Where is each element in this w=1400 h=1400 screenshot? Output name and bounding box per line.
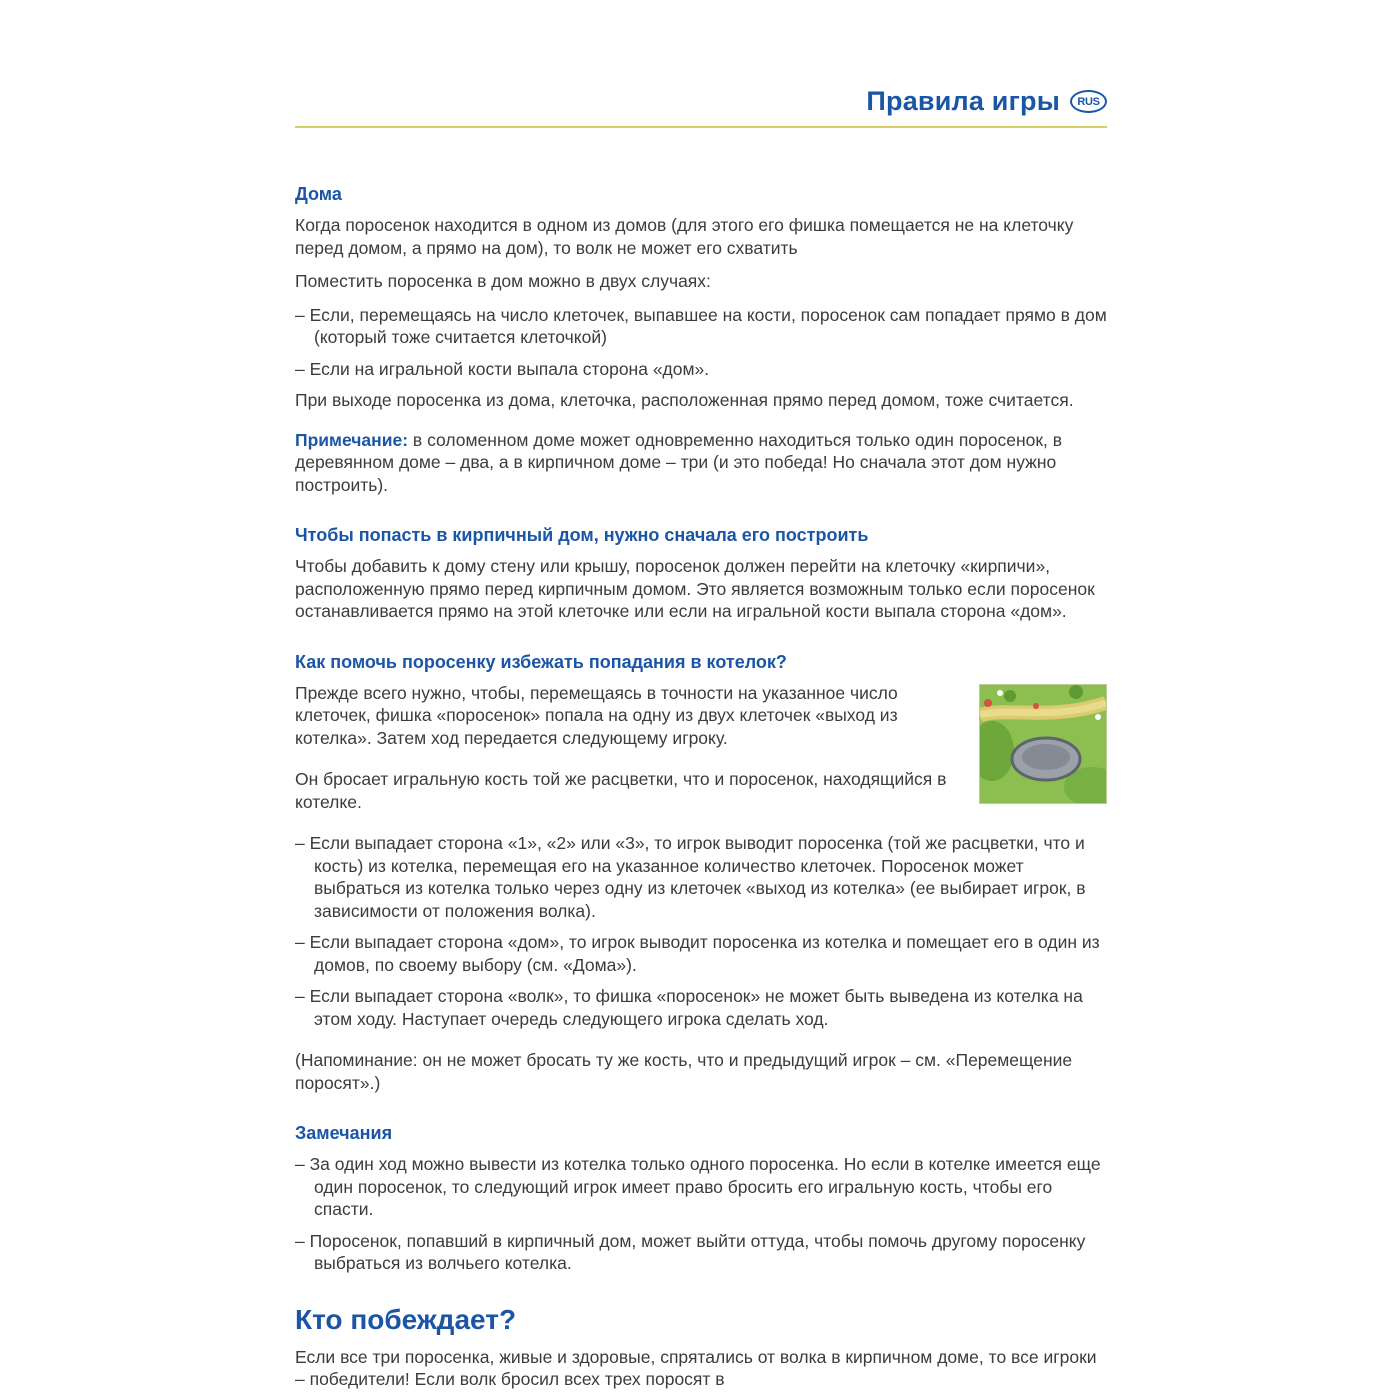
section-homes <box>295 184 1107 496</box>
paragraph: Чтобы добавить к дому стену или крышу, поросенок должен перейти на клеточку «кирпичи», расположенную прямо перед кирпичным домом. Это является возможным только если поросенок останавливается прямо на этой клеточке или если на игральной кости выпала сторона «дом». <box>295 556 1095 621</box>
bullet-item: – Если выпадает сторона «волк», то фишка «поросенок» не может быть выведена из котелка на этом ходу. Наступает очередь следующего игрока сделать ход. <box>295 986 1083 1029</box>
page-title: Правила игры <box>866 86 1060 116</box>
bullet-item: – Если выпадает сторона «дом», то игрок выводит поросенка из котелка и помещает его в один из домов, по своему выбору (см. «Дома»). <box>295 932 1100 975</box>
content-column <box>295 86 1107 1400</box>
paragraph: (Напоминание: он не может бросать ту же кость, что и предыдущий игрок – см. «Перемещение поросят».) <box>295 1050 1073 1093</box>
note-label: Примечание: <box>295 429 409 450</box>
bullet-item: – Если на игральной кости выпала сторона «дом». <box>295 358 710 379</box>
bullet-item: – Если, перемещаясь на число клеточек, выпавшее на кости, поросенок сам попадает прямо в дом (который тоже считается клеточкой) <box>295 304 1107 347</box>
section-brick-house-heading: Чтобы попасть в кирпичный дом, нужно сначала его построить <box>295 525 869 545</box>
bullet-item: – Поросенок, попавший в кирпичный дом, может выйти оттуда, чтобы помочь другому поросенку выбраться из волчьего котелка. <box>295 1230 1086 1273</box>
bullet-item: – Если выпадает сторона «1», «2» или «3», то игрок выводит поросенка (той же расцветки, что и кость) из котелка, перемещая его на указанное количество клеточек. Поросенок может выбраться из котелка только через одну из клеточек «выход из котелка» (ее выбирает игрок, в зависимости от положения волка). <box>295 833 1086 921</box>
section-winner-heading: Кто побеждает? <box>295 1303 517 1335</box>
board-cauldron-image <box>979 684 1107 804</box>
language-badge-label: RUS <box>1077 95 1100 108</box>
paragraph: При выходе поросенка из дома, клеточка, расположенная прямо перед домом, тоже считается. <box>295 390 1074 410</box>
page-header <box>295 86 1107 128</box>
note-text: в соломенном доме может одновременно находиться только один поросенок, в деревянном доме – два, а в кирпичном доме – три (и это победа! Но сначала этот дом нужно построить). <box>295 429 1063 495</box>
section-homes-heading: Дома <box>295 184 342 204</box>
paragraph: Поместить поросенка в дом можно в двух случаях: <box>295 271 711 291</box>
paragraph: Когда поросенок находится в одном из домов (для этого его фишка помещается не на клеточку перед домом, а прямо на дом), то волк не может его схватить <box>295 215 1074 258</box>
section-remarks-heading: Замечания <box>295 1123 393 1143</box>
section-cauldron <box>295 652 1107 1095</box>
paragraph: Прежде всего нужно, чтобы, перемещаясь в точности на указанное число клеточек, фишка «поросенок» попала на одну из двух клеточек «выход из котелка». Затем ход передается следующему игроку. <box>295 682 898 748</box>
cauldron-illustration <box>980 685 1106 803</box>
section-brick-house <box>295 525 1107 623</box>
bullet-item: – За один ход можно вывести из котелка только одного поросенка. Но если в котелке имеется еще один поросенок, то следующий игрок имеет право бросить его игральную кость, чтобы его спасти. <box>295 1154 1101 1219</box>
header-divider <box>295 126 1107 128</box>
paragraph: Если все три поросенка, живые и здоровые, спрятались от волка в кирпичном доме, то все игроки – победители! Если волк бросил всех трех поросят в <box>295 1346 1097 1389</box>
section-remarks <box>295 1123 1107 1275</box>
section-cauldron-heading: Как помочь поросенку избежать попадания в котелок? <box>295 651 787 672</box>
section-winner <box>295 1304 1107 1391</box>
header-row <box>295 86 1107 117</box>
paragraph: Он бросает игральную кость той же расцветки, что и поросенок, находящийся в котелке. <box>295 769 947 812</box>
language-badge <box>1070 90 1107 113</box>
note-paragraph <box>295 429 1107 497</box>
rules-content <box>295 184 1107 1391</box>
